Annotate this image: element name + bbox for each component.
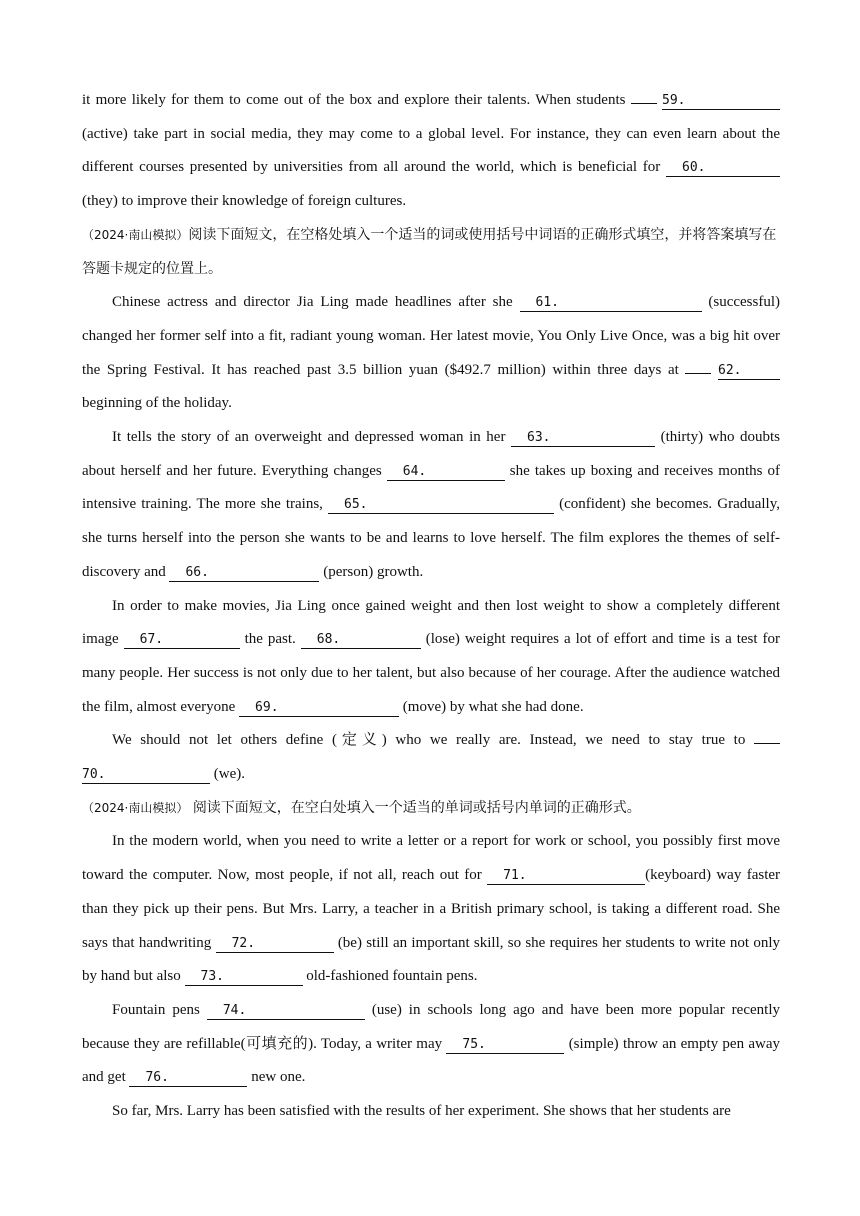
text: Chinese actress and director Jia Ling made headlines after she xyxy=(112,294,513,311)
source-label: （2024·南山模拟） xyxy=(82,800,189,815)
text: it more likely for them to come out of the box and explore their talents. When students xyxy=(82,92,626,108)
text: beginning of the holiday. xyxy=(82,395,232,412)
blank-59[interactable]: 59. xyxy=(662,93,780,110)
blank-64[interactable]: 64. xyxy=(387,464,505,481)
instruction-text: 阅读下面短文，在空白处填入一个适当的单词或括号内单词的正确形式。 xyxy=(192,799,641,816)
text: (active) take part in social media, they may come to a global level. For instance, they can even learn about the different courses presented by universities from all around the world, which is beneficial for xyxy=(82,125,780,176)
text: We should not let others define (定义) who we really are. Instead, we need to stay true to xyxy=(112,732,746,749)
paragraph-2 xyxy=(82,421,780,590)
section-header-1 xyxy=(82,219,780,286)
text: Fountain pens xyxy=(112,1001,200,1018)
blank-62-lead xyxy=(685,373,711,374)
text: the past. xyxy=(244,631,296,648)
text: (be) still an important skill, so she requires her students to write not only by hand but also xyxy=(82,934,781,985)
section-header-2 xyxy=(82,792,780,826)
blank-69[interactable]: 69. xyxy=(239,700,399,717)
blank-70[interactable]: 70. xyxy=(82,767,210,784)
paragraph-3 xyxy=(82,590,780,725)
blank-66[interactable]: 66. xyxy=(169,565,319,582)
text: (confident) she becomes. Gradually, she turns herself into the person she wants to be and learns to love herself. The film explores the themes of self-discovery and xyxy=(82,496,780,580)
blank-60[interactable]: 60. xyxy=(666,160,780,177)
text: old-fashioned fountain pens. xyxy=(306,968,478,985)
blank-59-lead xyxy=(631,103,657,104)
text: (we). xyxy=(213,766,245,783)
blank-75[interactable]: 75. xyxy=(446,1037,564,1054)
blank-70-lead xyxy=(754,743,780,744)
blank-71[interactable]: 71. xyxy=(487,868,645,885)
text: In the modern world, when you need to write a letter or a report for work or school, you possibly first move toward the computer. Now, most people, if not all, reach out for xyxy=(82,833,780,884)
paragraph-1 xyxy=(82,286,780,421)
text: new one. xyxy=(251,1069,306,1086)
blank-68[interactable]: 68. xyxy=(301,632,421,649)
text: (lose) weight requires a lot of effort and time is a test for many people. Her success is not only due to her talent, but also because of her courage. After the audience watched the film, almost everyone xyxy=(82,631,780,715)
text: It tells the story of an overweight and depressed woman in her xyxy=(112,429,506,446)
text: So far, Mrs. Larry has been satisfied with the results of her experiment. She shows that her students are xyxy=(112,1103,731,1120)
text: In order to make movies, Jia Ling once gained weight and then lost weight to show a completely different image xyxy=(82,597,780,648)
blank-62[interactable]: 62. xyxy=(718,363,780,380)
paragraph-4 xyxy=(82,724,780,791)
blank-74[interactable]: 74. xyxy=(207,1003,365,1020)
paragraph-7 xyxy=(82,1095,780,1129)
blank-61[interactable]: 61. xyxy=(520,295,702,312)
blank-76[interactable]: 76. xyxy=(129,1070,247,1087)
text: (person) growth. xyxy=(323,563,424,580)
text: (thirty) who doubts about herself and her future. Everything changes xyxy=(82,429,781,479)
paragraph-continued xyxy=(82,84,780,219)
blank-65[interactable]: 65. xyxy=(328,497,554,514)
text: (move) by what she had done. xyxy=(402,698,584,715)
paragraph-5 xyxy=(82,825,780,994)
text: (simple) throw an empty pen away and get xyxy=(82,1035,781,1086)
blank-73[interactable]: 73. xyxy=(185,969,303,986)
blank-63[interactable]: 63. xyxy=(511,430,655,447)
blank-67[interactable]: 67. xyxy=(124,632,240,649)
text: (successful) changed her former self into a fit, radiant young woman. Her latest movie, You Only Live Once, was a big hit over the Spring Festival. It has reached past 3.5 billion yuan ($492.7 million) within three days at xyxy=(82,294,781,378)
blank-72[interactable]: 72. xyxy=(216,936,334,953)
text: (keyboard) way faster than they pick up their pens. But Mrs. Larry, a teacher in a British primary school, is taking a different road. She says that handwriting xyxy=(82,867,781,951)
text: (use) in schools long ago and have been more popular recently because they are refillable(可填充的). Today, a writer may xyxy=(82,1001,780,1052)
source-label: （2024·南山模拟） xyxy=(82,227,189,242)
paragraph-6 xyxy=(82,994,780,1095)
text: (they) to improve their knowledge of foreign cultures. xyxy=(82,193,407,210)
instruction-text: 阅读下面短文，在空格处填入一个适当的词或使用括号中词语的正确形式填空，并将答案填写在答题卡规定的位置上。 xyxy=(82,226,777,277)
text: she takes up boxing and receives months of intensive training. The more she trains, xyxy=(82,462,780,513)
